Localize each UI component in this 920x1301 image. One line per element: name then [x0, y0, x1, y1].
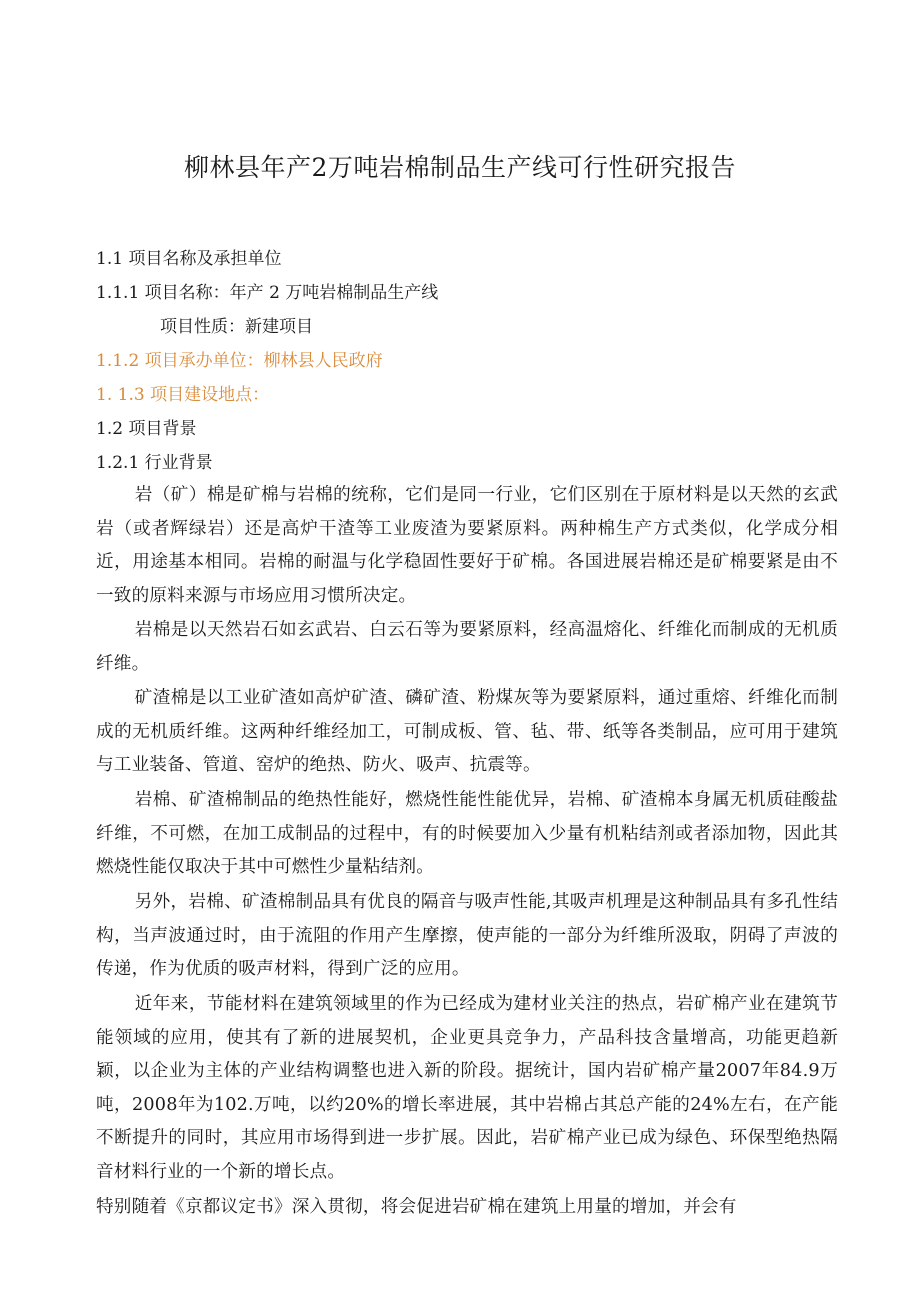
paragraph-4: 岩棉、矿渣棉制品的绝热性能好，燃烧性能性能优异，岩棉、矿渣棉本身属无机质硅酸盐纤维，不可燃，在加工成制品的过程中，有的时候要加入少量有机粘结剂或者添加物，因此其燃烧性能仅取决于其中可燃性少量粘结剂。: [96, 790, 838, 877]
paragraph-2: 岩棉是以天然岩石如玄武岩、白云石等为要紧原料，经高温熔化、纤维化而制成的无机质纤维。: [96, 620, 838, 674]
heading-1-1-1: 1.1.1 项目名称：年产 2 万吨岩棉制品生产线: [96, 283, 439, 303]
heading-1-1-3: 1. 1.3 项目建设地点：: [96, 385, 270, 405]
document-title: 柳林县年产2万吨岩棉制品生产线可行性研究报告: [184, 153, 736, 182]
paragraph-7: 特别随着《京都议定书》深入贯彻，将会促进岩矿棉在建筑上用量的增加，并会有: [96, 1197, 737, 1217]
paragraph-6: 近年来，节能材料在建筑领域里的作为已经成为建材业关注的热点，岩矿棉产业在建筑节能领域的应用，使其有了新的进展契机，企业更具竞争力，产品科技含量增高，功能更趋新颖，以企业为主体的产业结构调整也进入新的阶段。据统计，国内岩矿棉产量2007年84.9万吨，2008年为102.万吨，以约20%的增长率进展，其中岩棉占其总产能的24%左右，在产能不断提升的同时，其应用市场得到进一步扩展。因此，岩矿棉产业已成为绿色、环保型绝热隔音材料行业的一个新的增长点。: [96, 994, 838, 1182]
paragraph-1: 岩（矿）棉是矿棉与岩棉的统称，它们是同一行业，它们区别在于原材料是以天然的玄武岩（或者辉绿岩）还是高炉干渣等工业废渣为要紧原料。两种棉生产方式类似，化学成分相近，用途基本相同。岩棉的耐温与化学稳固性要好于矿棉。各国进展岩棉还是矿棉要紧是由不一致的原料来源与市场应用习惯所决定。: [96, 485, 838, 606]
paragraph-5: 另外，岩棉、矿渣棉制品具有优良的隔音与吸声性能,其吸声机理是这种制品具有多孔性结构，当声波通过时，由于流阻的作用产生摩擦，使声能的一部分为纤维所汲取，阴碍了声波的传递，作为优质的吸声材料，得到广泛的应用。: [96, 892, 838, 979]
project-nature: 项目性质：新建项目: [160, 317, 313, 337]
heading-1-2: 1.2 项目背景: [96, 419, 197, 439]
paragraph-3: 矿渣棉是以工业矿渣如高炉矿渣、磷矿渣、粉煤灰等为要紧原料，通过重熔、纤维化而制成的无机质纤维。这两种纤维经加工，可制成板、管、毡、带、纸等各类制品，应可用于建筑与工业装备、管道、窑炉的绝热、防火、吸声、抗震等。: [96, 688, 838, 775]
heading-1-1: 1.1 项目名称及承担单位: [96, 249, 282, 269]
heading-1-2-1: 1.2.1 行业背景: [96, 453, 213, 473]
heading-1-1-2: 1.1.2 项目承办单位：柳林县人民政府: [96, 351, 383, 371]
